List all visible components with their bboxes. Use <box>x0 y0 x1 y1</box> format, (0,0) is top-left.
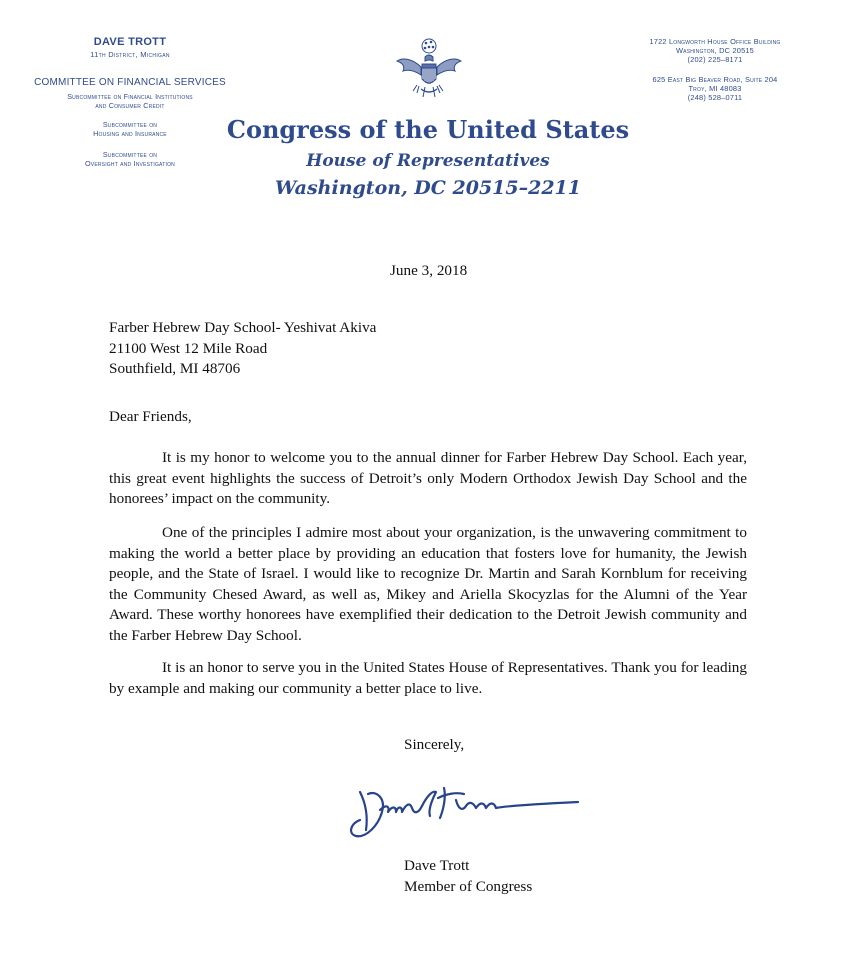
district: 11th District, Michigan <box>90 50 170 59</box>
recipient-line: Southfield, MI 48706 <box>109 360 241 377</box>
signer-name: Dave Trott <box>404 857 470 874</box>
paragraph: It is an honor to serve you in the United States House of Representatives. Thank you for leading by example and making our community a better place to live. <box>109 659 747 697</box>
address-line: 1722 Longworth House Office Building <box>649 37 781 46</box>
committee-name: COMMITTEE ON FINANCIAL SERVICES <box>34 77 226 88</box>
recipient-address <box>109 318 376 380</box>
closing: Sincerely, <box>404 736 465 753</box>
header-congress: Congress of the United States <box>226 115 630 144</box>
phone-line: (248) 528–0711 <box>687 93 743 102</box>
header-house: House of Representatives <box>306 151 550 171</box>
district-office-address <box>600 75 830 102</box>
recipient-line: 21100 West 12 Mile Road <box>109 339 268 357</box>
subcommittee-line: Subcommittee on <box>102 120 158 129</box>
phone-line: (202) 225–8171 <box>687 55 743 64</box>
subcommittee-line: and Consumer Credit <box>95 101 165 110</box>
address-line: Troy, MI 48083 <box>688 84 742 93</box>
signer-block <box>404 855 532 897</box>
header-washington: Washington, DC 20515–2211 <box>274 177 581 199</box>
subcommittee-line: Oversight and Investigation <box>85 159 175 168</box>
recipient-line: Farber Hebrew Day School- Yeshivat Akiva <box>109 319 377 336</box>
address-line: 625 East Big Beaver Road, Suite 204 <box>652 75 778 84</box>
member-name: DAVE TROTT <box>93 36 167 48</box>
subcommittee-financial-institutions <box>20 92 240 110</box>
subcommittee-line: Housing and Insurance <box>93 129 167 138</box>
address-line: Washington, DC 20515 <box>676 46 754 55</box>
paragraph: One of the principles I admire most about your organization, is the unwavering commitment to making the world a better place by providing an education that fosters love for humanity, the Jewish people, and the State of Israel. I would like to recognize Dr. Martin and Sarah Kornblum for receiving the Community Chesed Award, as well as, Mikey and Ariella Skocyzlas for the Alumni of the Year Award. These worthy honorees have exemplified their dedication to the Detroit Jewish community and the Farber Hebrew Day School. <box>109 524 747 644</box>
subcommittee-line: Subcommittee on <box>102 150 158 159</box>
great-seal-eagle-icon <box>395 37 463 101</box>
letter-date: June 3, 2018 <box>390 262 468 279</box>
dc-office-address <box>600 37 830 64</box>
handwritten-signature <box>346 780 586 842</box>
salutation: Dear Friends, <box>109 408 192 425</box>
signer-title: Member of Congress <box>404 878 533 895</box>
paragraph: It is my honor to welcome you to the annual dinner for Farber Hebrew Day School. Each year, this great event highlights the success of Detroit’s only Modern Orthodox Jewish Day School and the honorees’ impact on the community. <box>109 449 747 507</box>
subcommittee-line: Subcommittee on Financial Institutions <box>67 92 193 101</box>
